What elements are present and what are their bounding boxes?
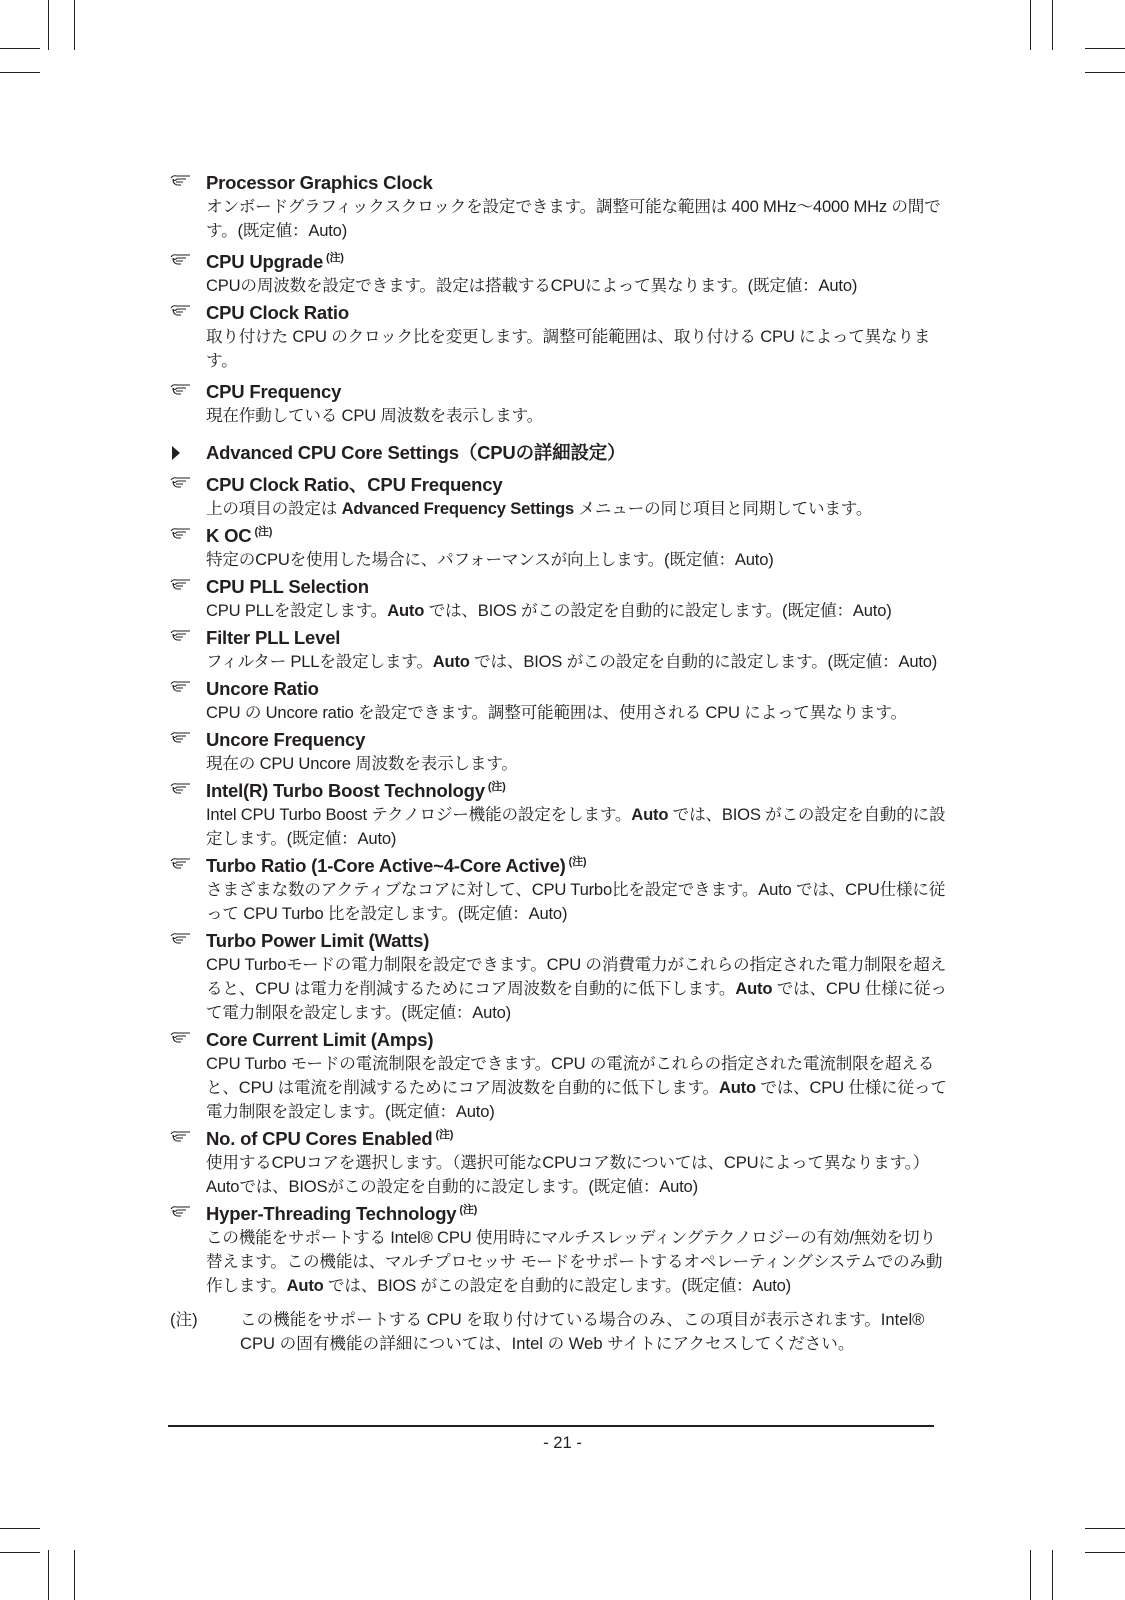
section-title: Advanced CPU Core Settings（CPUの詳細設定）	[206, 442, 626, 463]
setting-title: CPU Clock Ratio、CPU Frequency	[206, 474, 503, 495]
setting-title: CPU Clock Ratio	[206, 302, 349, 323]
pointing-hand-icon	[170, 577, 192, 593]
pointing-hand-icon	[170, 252, 192, 268]
pointing-hand-icon	[170, 475, 192, 491]
crop-mark	[0, 72, 40, 73]
pointing-hand-icon	[170, 931, 192, 947]
setting-title: Turbo Ratio (1-Core Active~4-Core Active) $^{(注)}$	[206, 855, 587, 876]
setting-description: この機能をサポートする Intel® CPU 使用時にマルチスレッディングテクノロジーの有効/無効を切り替えます。この機能は、マルチプロセッサ モードをサポートするオペレーティングシステムでのみ動作します。Auto では、BIOS がこの設定を自動的に設定します。(既定値：Auto)	[206, 1228, 943, 1295]
crop-mark	[0, 1528, 40, 1529]
setting-title: Intel(R) Turbo Boost Technology $^{(注)}$	[206, 780, 506, 801]
note-marker: (注)	[459, 1203, 478, 1216]
setting-item	[170, 523, 950, 572]
setting-item	[170, 625, 950, 674]
footnote-text: この機能をサポートする CPU を取り付けている場合のみ、この項目が表示されます。Intel® CPU の固有機能の詳細については、Intel の Web サイトにアクセスしてください。	[240, 1310, 925, 1353]
pointing-hand-icon	[170, 303, 192, 319]
setting-description: CPU Turboモードの電力制限を設定できます。CPU の消費電力がこれらの指定された電力制限を超えると、CPU は電力を削減するためにコア周波数を自動的に低下します。Auto では、CPU 仕様に従って電力制限を設定します。(既定値：Auto)	[206, 955, 947, 1022]
setting-title: Hyper-Threading Technology $^{(注)}$	[206, 1203, 478, 1224]
pointing-hand-icon	[170, 1030, 192, 1046]
setting-item	[170, 1027, 950, 1124]
note-marker: (注)	[254, 525, 273, 538]
setting-item	[170, 249, 950, 298]
pointing-hand-icon	[170, 679, 192, 695]
page-content	[170, 170, 950, 1356]
setting-title: Turbo Power Limit (Watts)	[206, 930, 430, 951]
setting-item	[170, 727, 950, 776]
crop-mark	[48, 1550, 49, 1600]
page-number: - 21 -	[543, 1433, 582, 1452]
setting-title: Filter PLL Level	[206, 627, 341, 648]
crop-mark	[1030, 0, 1031, 50]
setting-title: Uncore Frequency	[206, 729, 366, 750]
footnote	[170, 1308, 950, 1356]
crop-mark	[1085, 48, 1125, 49]
setting-description: フィルター PLLを設定します。Auto では、BIOS がこの設定を自動的に設定します。(既定値：Auto)	[206, 652, 938, 671]
setting-title: Processor Graphics Clock	[206, 172, 433, 193]
setting-item	[170, 379, 950, 428]
setting-title: CPU Frequency	[206, 381, 342, 402]
footer-rule	[168, 1425, 934, 1427]
footnote-label: (注)	[170, 1310, 198, 1329]
setting-description: 特定のCPUを使用した場合に、パフォーマンスが向上します。(既定値：Auto)	[206, 550, 774, 569]
pointing-hand-icon	[170, 856, 192, 872]
setting-title: CPU Upgrade $^{(注)}$	[206, 251, 344, 272]
crop-mark	[1085, 72, 1125, 73]
setting-item	[170, 574, 950, 623]
note-marker: (注)	[435, 1128, 454, 1141]
setting-description: さまざまな数のアクティブなコアに対して、CPU Turbo比を設定できます。Auto では、CPU仕様に従って CPU Turbo 比を設定します。(既定値：Auto)	[206, 880, 946, 923]
note-marker: (注)	[568, 855, 587, 868]
pointing-hand-icon	[170, 730, 192, 746]
crop-mark	[1085, 1552, 1125, 1553]
setting-description: 取り付けた CPU のクロック比を変更します。調整可能範囲は、取り付ける CPU によって異なります。	[206, 327, 931, 370]
setting-title: Core Current Limit (Amps)	[206, 1029, 434, 1050]
setting-item	[170, 170, 950, 243]
pointing-hand-icon	[170, 781, 192, 797]
setting-title: K OC $^{(注)}$	[206, 525, 273, 546]
pointing-hand-icon	[170, 382, 192, 398]
triangle-icon	[172, 446, 180, 460]
note-marker: (注)	[487, 780, 506, 793]
setting-description: CPUの周波数を設定できます。設定は搭載するCPUによって異なります。(既定値：Auto)	[206, 276, 858, 295]
setting-item	[170, 1201, 950, 1298]
setting-title: No. of CPU Cores Enabled $^{(注)}$	[206, 1128, 454, 1149]
setting-item	[170, 472, 950, 521]
setting-description: オンボードグラフィックスクロックを設定できます。調整可能な範囲は 400 MHz〜4000 MHz の間です。(既定値：Auto)	[206, 197, 941, 240]
note-marker: (注)	[326, 251, 344, 264]
setting-description: 現在の CPU Uncore 周波数を表示します。	[206, 754, 518, 773]
crop-mark	[0, 1552, 40, 1553]
setting-description: 使用するCPUコアを選択します。（選択可能なCPUコア数については、CPUによって異なります。）Autoでは、BIOSがこの設定を自動的に設定します。(既定値：Auto)	[206, 1153, 930, 1196]
pointing-hand-icon	[170, 628, 192, 644]
crop-mark	[48, 0, 49, 50]
setting-item	[170, 778, 950, 851]
setting-description: 上の項目の設定は Advanced Frequency Settings メニューの同じ項目と同期しています。	[206, 499, 873, 518]
crop-mark	[1052, 1550, 1053, 1600]
crop-mark	[1030, 1550, 1031, 1600]
pointing-hand-icon	[170, 1129, 192, 1145]
setting-item	[170, 1126, 950, 1199]
setting-description: CPU の Uncore ratio を設定できます。調整可能範囲は、使用される CPU によって異なります。	[206, 703, 907, 722]
setting-item	[170, 300, 950, 373]
setting-description: 現在作動している CPU 周波数を表示します。	[206, 406, 544, 425]
pointing-hand-icon	[170, 1204, 192, 1220]
pointing-hand-icon	[170, 526, 192, 542]
setting-description: CPU PLLを設定します。Auto では、BIOS がこの設定を自動的に設定します。(既定値：Auto)	[206, 601, 892, 620]
setting-description: Intel CPU Turbo Boost テクノロジー機能の設定をします。Auto では、BIOS がこの設定を自動的に設定します。(既定値：Auto)	[206, 805, 946, 848]
settings-list-b	[170, 472, 950, 1298]
crop-mark	[74, 1550, 75, 1600]
setting-item	[170, 928, 950, 1025]
pointing-hand-icon	[170, 173, 192, 189]
section-heading	[170, 440, 950, 466]
setting-item	[170, 676, 950, 725]
setting-item	[170, 853, 950, 926]
crop-mark	[0, 48, 40, 49]
setting-description: CPU Turbo モードの電流制限を設定できます。CPU の電流がこれらの指定された電流制限を超えると、CPU は電流を削減するためにコア周波数を自動的に低下します。Auto では、CPU 仕様に従って電力制限を設定します。(既定値：Auto)	[206, 1054, 947, 1121]
setting-title: Uncore Ratio	[206, 678, 319, 699]
crop-mark	[74, 0, 75, 50]
crop-mark	[1052, 0, 1053, 50]
setting-title: CPU PLL Selection	[206, 576, 369, 597]
crop-mark	[1085, 1528, 1125, 1529]
settings-list-a	[170, 170, 950, 428]
